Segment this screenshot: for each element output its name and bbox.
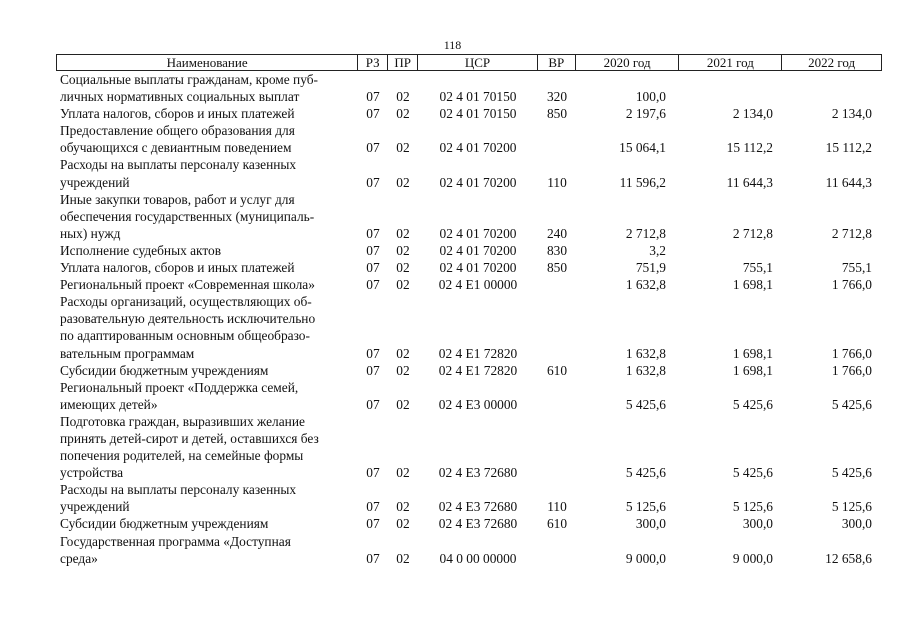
- row-name: [56, 156, 358, 190]
- header-2020: 2020 год: [576, 55, 680, 70]
- row-name: [56, 191, 358, 242]
- row-2021: 1 698,1: [732, 277, 773, 293]
- row-rz: 07: [366, 260, 380, 276]
- table-row: [56, 362, 882, 379]
- row-pr: 02: [396, 106, 410, 122]
- row-pr: 02: [396, 242, 410, 258]
- row-vr: 610: [546, 516, 568, 532]
- row-rz: 07: [366, 225, 380, 241]
- row-csr: 02 4 01 70150: [439, 106, 517, 122]
- row-vr: 850: [546, 260, 568, 276]
- row-rz: 07: [366, 465, 380, 481]
- row-name-line: Расходы на выплаты персоналу казенных: [60, 482, 297, 498]
- row-csr: 02 4 E1 72820: [438, 345, 518, 361]
- row-name-line: ных) нужд: [60, 225, 121, 241]
- row-2021: 5 425,6: [732, 465, 773, 481]
- table-row: [56, 293, 882, 361]
- row-rz: 07: [366, 499, 380, 515]
- row-2020: 1 632,8: [625, 362, 666, 378]
- row-pr: 02: [396, 516, 410, 532]
- row-name-line: разовательную деятельность исключительно: [60, 311, 316, 327]
- table-row: [56, 191, 882, 242]
- row-csr: 02 4 01 70200: [439, 242, 517, 258]
- row-2022: 11 644,3: [825, 174, 872, 190]
- row-2021: 5 125,6: [732, 499, 773, 515]
- row-rz: 07: [366, 89, 380, 105]
- row-name-line: Субсидии бюджетным учреждениям: [60, 362, 269, 378]
- row-vr: 610: [546, 362, 568, 378]
- row-2020: 5 425,6: [625, 465, 666, 481]
- row-rz: 07: [366, 140, 380, 156]
- row-name-line: устройства: [60, 465, 124, 481]
- row-name-line: принять детей-сирот и детей, оставшихся без: [60, 430, 319, 446]
- row-2022: 12 658,6: [825, 550, 872, 566]
- row-2022: 1 766,0: [831, 362, 872, 378]
- row-name: [56, 413, 358, 481]
- table-row: [56, 259, 882, 276]
- row-name: [56, 515, 358, 532]
- row-2021: 2 712,8: [732, 225, 773, 241]
- row-vr: 240: [546, 225, 568, 241]
- row-csr: 02 4 E1 72820: [438, 362, 518, 378]
- row-pr: 02: [396, 174, 410, 190]
- row-csr: 02 4 E1 00000: [438, 277, 518, 293]
- row-vr: 110: [547, 499, 567, 515]
- row-csr: 02 4 E3 72680: [438, 465, 518, 481]
- row-2022: 5 425,6: [831, 396, 872, 412]
- table-row: [56, 481, 882, 515]
- row-2020: 5 125,6: [625, 499, 666, 515]
- row-name: [56, 105, 358, 122]
- row-name-line: Уплата налогов, сборов и иных платежей: [60, 260, 295, 276]
- row-2021: 2 134,0: [732, 106, 773, 122]
- row-rz: 07: [366, 362, 380, 378]
- row-name-line: Расходы организаций, осуществляющих об-: [60, 294, 312, 310]
- page-number: 118: [443, 38, 462, 52]
- row-2021: 1 698,1: [732, 362, 773, 378]
- row-rz: 07: [366, 516, 380, 532]
- row-name: [56, 276, 358, 293]
- row-2022: 5 125,6: [831, 499, 872, 515]
- table-row: [56, 122, 882, 156]
- row-name-line: Региональный проект «Современная школа»: [60, 277, 315, 293]
- row-name: [56, 379, 358, 413]
- row-2021: 11 644,3: [726, 174, 773, 190]
- row-2020: 751,9: [635, 260, 666, 276]
- table-row: [56, 71, 882, 105]
- row-2021: 5 425,6: [732, 396, 773, 412]
- row-name-line: Исполнение судебных актов: [60, 242, 222, 258]
- row-csr: 02 4 E3 72680: [438, 499, 518, 515]
- row-csr: 02 4 01 70150: [439, 89, 517, 105]
- row-2021: 1 698,1: [732, 345, 773, 361]
- row-name-line: Предоставление общего образования для: [60, 123, 295, 139]
- row-name: [56, 481, 358, 515]
- row-pr: 02: [396, 260, 410, 276]
- row-2022: 755,1: [841, 260, 872, 276]
- row-pr: 02: [396, 396, 410, 412]
- row-pr: 02: [396, 277, 410, 293]
- row-csr: 02 4 01 70200: [439, 260, 517, 276]
- row-2020: 11 596,2: [619, 174, 666, 190]
- row-name: [56, 71, 358, 105]
- row-csr: 04 0 00 00000: [439, 550, 517, 566]
- row-2022: 2 134,0: [831, 106, 872, 122]
- row-name: [56, 293, 358, 361]
- header-name: Наименование: [57, 55, 358, 70]
- row-pr: 02: [396, 140, 410, 156]
- row-2020: 9 000,0: [625, 550, 666, 566]
- row-name-line: среда»: [60, 550, 98, 566]
- row-pr: 02: [396, 89, 410, 105]
- row-csr: 02 4 01 70200: [439, 140, 517, 156]
- row-vr: 110: [547, 174, 567, 190]
- row-2020: 15 064,1: [619, 140, 666, 156]
- row-2020: 300,0: [635, 516, 666, 532]
- table-body: [56, 71, 882, 567]
- row-rz: 07: [366, 396, 380, 412]
- row-2022: 2 712,8: [831, 225, 872, 241]
- row-2021: 755,1: [742, 260, 773, 276]
- row-vr: 320: [546, 89, 568, 105]
- row-rz: 07: [366, 174, 380, 190]
- row-rz: 07: [366, 242, 380, 258]
- header-csr: ЦСР: [418, 55, 538, 70]
- row-2021: 15 112,2: [726, 140, 773, 156]
- header-2022: 2022 год: [808, 55, 856, 70]
- row-name: [56, 242, 358, 259]
- row-name: [56, 533, 358, 567]
- row-name-line: Социальные выплаты гражданам, кроме пуб-: [60, 72, 319, 87]
- row-name-line: учреждений: [60, 174, 130, 190]
- row-pr: 02: [396, 362, 410, 378]
- row-name-line: имеющих детей»: [60, 396, 158, 412]
- header-2021: 2021 год: [679, 55, 782, 70]
- row-name-line: Субсидии бюджетным учреждениям: [60, 516, 269, 532]
- row-pr: 02: [396, 465, 410, 481]
- row-name: [56, 362, 358, 379]
- row-name-line: обучающихся с девиантным поведением: [60, 140, 292, 156]
- row-rz: 07: [366, 550, 380, 566]
- table-header: [56, 54, 882, 71]
- row-2020: 2 197,6: [625, 106, 666, 122]
- row-2020: 1 632,8: [625, 277, 666, 293]
- row-csr: 02 4 01 70200: [439, 174, 517, 190]
- header-rz: РЗ: [358, 55, 388, 70]
- row-name-line: Уплата налогов, сборов и иных платежей: [60, 106, 295, 122]
- row-name-line: Подготовка граждан, выразивших желание: [60, 413, 305, 429]
- row-rz: 07: [366, 345, 380, 361]
- row-pr: 02: [396, 225, 410, 241]
- row-pr: 02: [396, 345, 410, 361]
- row-2021: 300,0: [742, 516, 773, 532]
- table-row: [56, 515, 882, 532]
- table-row: [56, 105, 882, 122]
- row-vr: 830: [546, 242, 568, 258]
- row-2020: 1 632,8: [625, 345, 666, 361]
- table-row: [56, 276, 882, 293]
- row-rz: 07: [366, 277, 380, 293]
- table-row: [56, 379, 882, 413]
- table-row: [56, 413, 882, 481]
- table-row: [56, 533, 882, 567]
- row-2021: 9 000,0: [732, 550, 773, 566]
- header-pr: ПР: [388, 55, 418, 70]
- row-csr: 02 4 E3 00000: [438, 396, 518, 412]
- row-2020: 3,2: [649, 242, 666, 258]
- table-row: [56, 156, 882, 190]
- row-csr: 02 4 01 70200: [439, 225, 517, 241]
- row-2020: 2 712,8: [625, 225, 666, 241]
- row-rz: 07: [366, 106, 380, 122]
- row-name-line: попечения родителей, на семейные формы: [60, 448, 304, 464]
- row-name-line: по адаптированным основным общеобразо-: [60, 328, 310, 344]
- row-name-line: вательным программам: [60, 345, 195, 361]
- row-2022: 5 425,6: [831, 465, 872, 481]
- row-vr: 850: [546, 106, 568, 122]
- row-name-line: Государственная программа «Доступная: [60, 533, 291, 549]
- row-name-line: Иные закупки товаров, работ и услуг для: [60, 191, 295, 207]
- row-csr: 02 4 E3 72680: [438, 516, 518, 532]
- row-name-line: личных нормативных социальных выплат: [60, 89, 300, 105]
- row-2020: 5 425,6: [625, 396, 666, 412]
- row-2022: 1 766,0: [831, 345, 872, 361]
- row-name-line: Региональный проект «Поддержка семей,: [60, 379, 299, 395]
- row-2022: 1 766,0: [831, 277, 872, 293]
- row-pr: 02: [396, 550, 410, 566]
- table-row: [56, 242, 882, 259]
- header-vr: ВР: [538, 55, 576, 70]
- row-2022: 300,0: [841, 516, 872, 532]
- row-pr: 02: [396, 499, 410, 515]
- row-2022: 15 112,2: [825, 140, 872, 156]
- row-name-line: учреждений: [60, 499, 130, 515]
- row-name-line: обеспечения государственных (муниципаль-: [60, 208, 315, 224]
- row-name: [56, 122, 358, 156]
- row-name-line: Расходы на выплаты персоналу казенных: [60, 157, 297, 173]
- row-name: [56, 259, 358, 276]
- row-2020: 100,0: [635, 89, 666, 105]
